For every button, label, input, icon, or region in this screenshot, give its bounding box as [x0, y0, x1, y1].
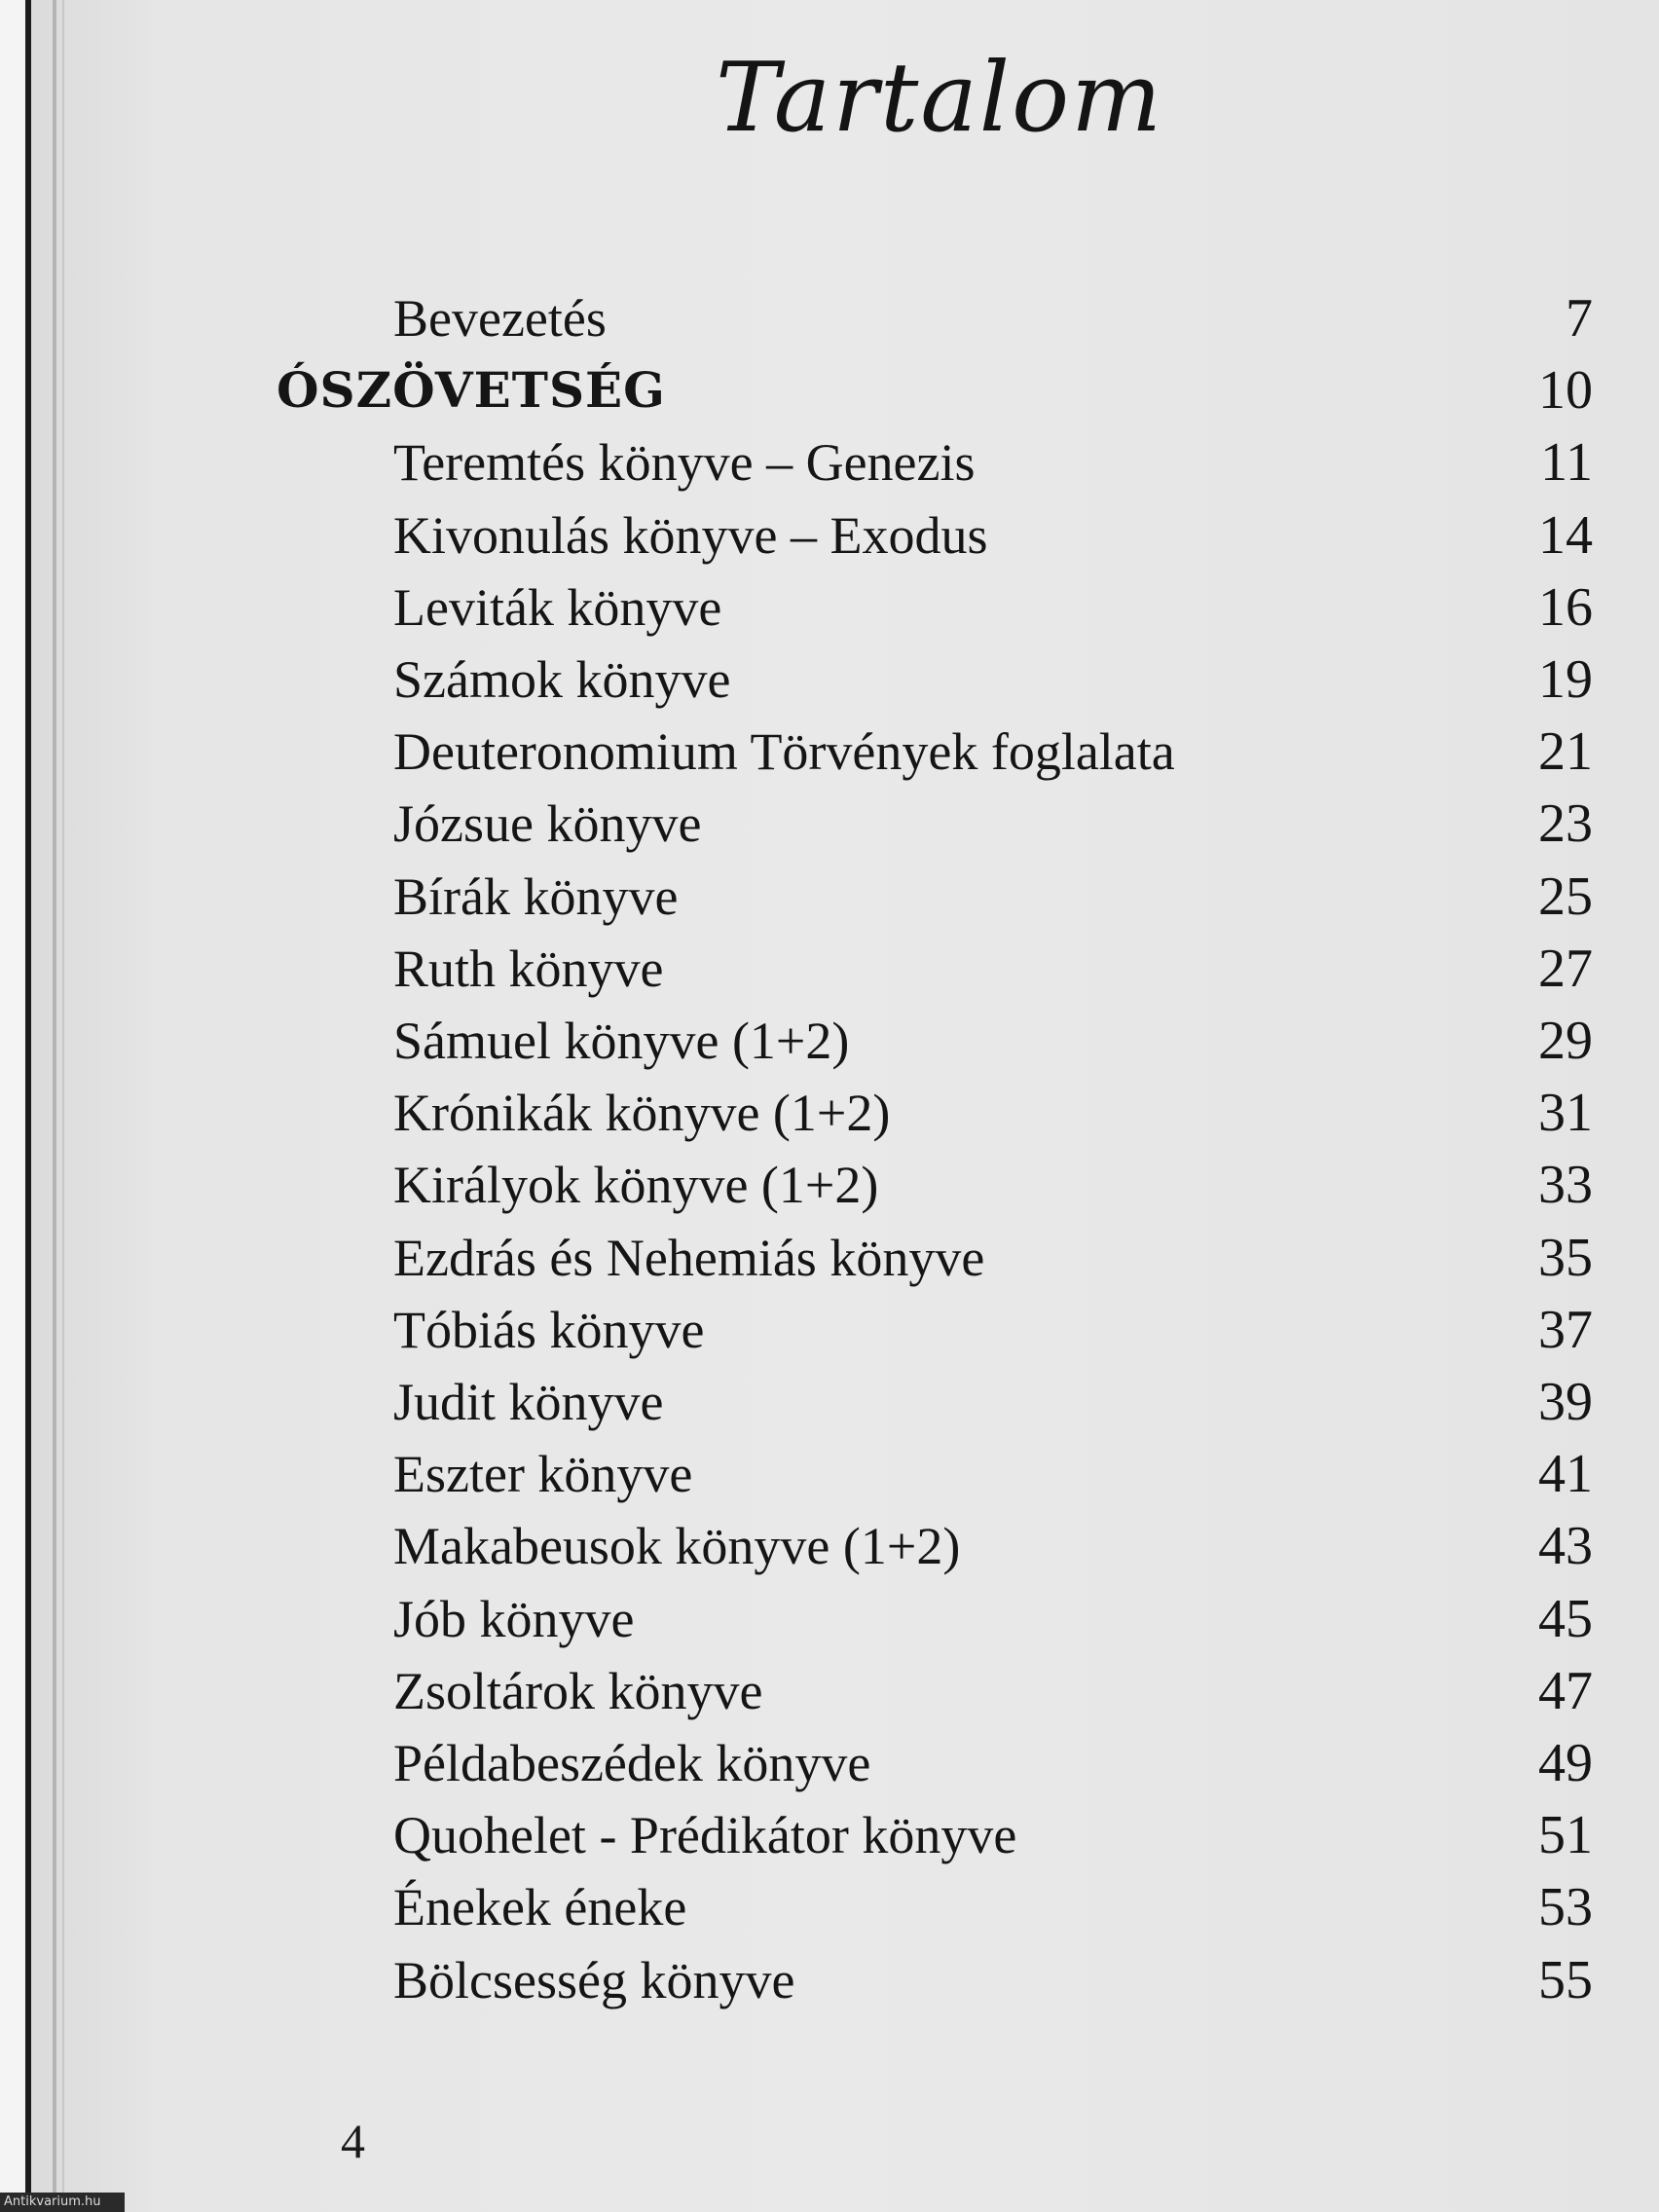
toc-entry-title: Bírák könyve — [393, 867, 679, 926]
toc-entry-row — [0, 1799, 1659, 1871]
toc-entry-row — [0, 1510, 1659, 1582]
toc-page-number: 53 — [1538, 1877, 1593, 1937]
toc-page-number: 47 — [1538, 1661, 1593, 1721]
toc-page-number: 41 — [1538, 1444, 1593, 1504]
toc-section-row — [0, 354, 1659, 426]
toc-entry-title: Eszter könyve — [393, 1445, 693, 1503]
toc-page-number: 49 — [1538, 1733, 1593, 1793]
toc-entry-row — [0, 1944, 1659, 2016]
toc-page-number: 19 — [1538, 649, 1593, 710]
toc-page-number: 7 — [1566, 288, 1593, 349]
toc-page-number: 45 — [1538, 1589, 1593, 1649]
toc-entry-title: Józsue könyve — [393, 794, 702, 853]
toc-entry-row — [0, 1438, 1659, 1510]
toc-entry-title: Kivonulás könyve – Exodus — [393, 506, 988, 565]
toc-page-number: 23 — [1538, 793, 1593, 854]
toc-page-number: 27 — [1538, 939, 1593, 999]
toc-entry-title: Sámuel könyve (1+2) — [393, 1012, 850, 1070]
toc-entry-title: Királyok könyve (1+2) — [393, 1156, 879, 1214]
toc-entry-row — [0, 1366, 1659, 1438]
toc-entry-title: Példabeszédek könyve — [393, 1734, 871, 1792]
toc-page-number: 14 — [1538, 505, 1593, 566]
toc-entry-row — [0, 1583, 1659, 1655]
toc-entry-title: Jób könyve — [393, 1590, 635, 1648]
toc-entry-title: Számok könyve — [393, 650, 731, 709]
toc-page-number: 31 — [1538, 1083, 1593, 1143]
toc-entry-row — [0, 644, 1659, 716]
toc-entry-row — [0, 933, 1659, 1005]
toc-entry-row — [0, 861, 1659, 933]
toc-page-number: 35 — [1538, 1228, 1593, 1288]
toc-entry-row — [0, 716, 1659, 788]
toc-entry-row — [0, 1294, 1659, 1366]
toc-page-number: 33 — [1538, 1155, 1593, 1215]
toc-entry-row — [0, 1077, 1659, 1149]
toc-page-number: 51 — [1538, 1805, 1593, 1865]
toc-entry-title: Énekek éneke — [393, 1878, 687, 1936]
toc-entry-row — [0, 1655, 1659, 1727]
toc-page-number: 21 — [1538, 721, 1593, 782]
toc-entry-row — [0, 1222, 1659, 1294]
toc-entry-title: Deuteronomium Törvények foglalata — [393, 722, 1175, 781]
page-title: Tartalom — [715, 43, 1164, 154]
toc-entry-title: Zsoltárok könyve — [393, 1662, 763, 1720]
toc-entry-title: Leviták könyve — [393, 578, 722, 637]
toc-entry-row — [0, 426, 1659, 498]
toc-page-number: 29 — [1538, 1011, 1593, 1071]
toc-entry-row — [0, 788, 1659, 860]
toc-entry-row — [0, 1149, 1659, 1221]
toc-entry-row — [0, 282, 1659, 354]
toc-entry-title: Krónikák könyve (1+2) — [393, 1084, 891, 1142]
toc-entry-title: Tóbiás könyve — [393, 1301, 705, 1359]
toc-entry-title: Judit könyve — [393, 1373, 664, 1431]
toc-entry-title: Makabeusok könyve (1+2) — [393, 1517, 961, 1575]
toc-entry-row — [0, 1005, 1659, 1077]
toc-entry-row — [0, 1871, 1659, 1943]
toc-entry-title: Teremtés könyve – Genezis — [393, 433, 976, 492]
watermark-label: Antikvarium.hu — [0, 2193, 125, 2212]
toc-page-number: 43 — [1538, 1516, 1593, 1576]
toc-page-number: 37 — [1538, 1300, 1593, 1360]
toc-page-number: 10 — [1538, 360, 1593, 421]
toc-entry-row — [0, 499, 1659, 571]
toc-page-number: 25 — [1538, 866, 1593, 927]
toc-entry-row — [0, 571, 1659, 644]
toc-entry-row — [0, 1727, 1659, 1799]
toc-page-number: 16 — [1538, 577, 1593, 638]
toc-page-number: 11 — [1540, 432, 1593, 493]
toc-entry-title: Quohelet - Prédikátor könyve — [393, 1806, 1017, 1864]
toc-section-heading: ÓSZÖVETSÉG — [276, 361, 666, 419]
toc-entry-title: Bölcsesség könyve — [393, 1951, 795, 2009]
toc-entry-title: Ruth könyve — [393, 940, 664, 998]
page-number: 4 — [341, 2114, 365, 2168]
toc-page-number: 55 — [1538, 1950, 1593, 2010]
toc-entry-title: Bevezetés — [393, 289, 607, 348]
toc-entry-title: Ezdrás és Nehemiás könyve — [393, 1229, 985, 1287]
toc-page-number: 39 — [1538, 1372, 1593, 1432]
